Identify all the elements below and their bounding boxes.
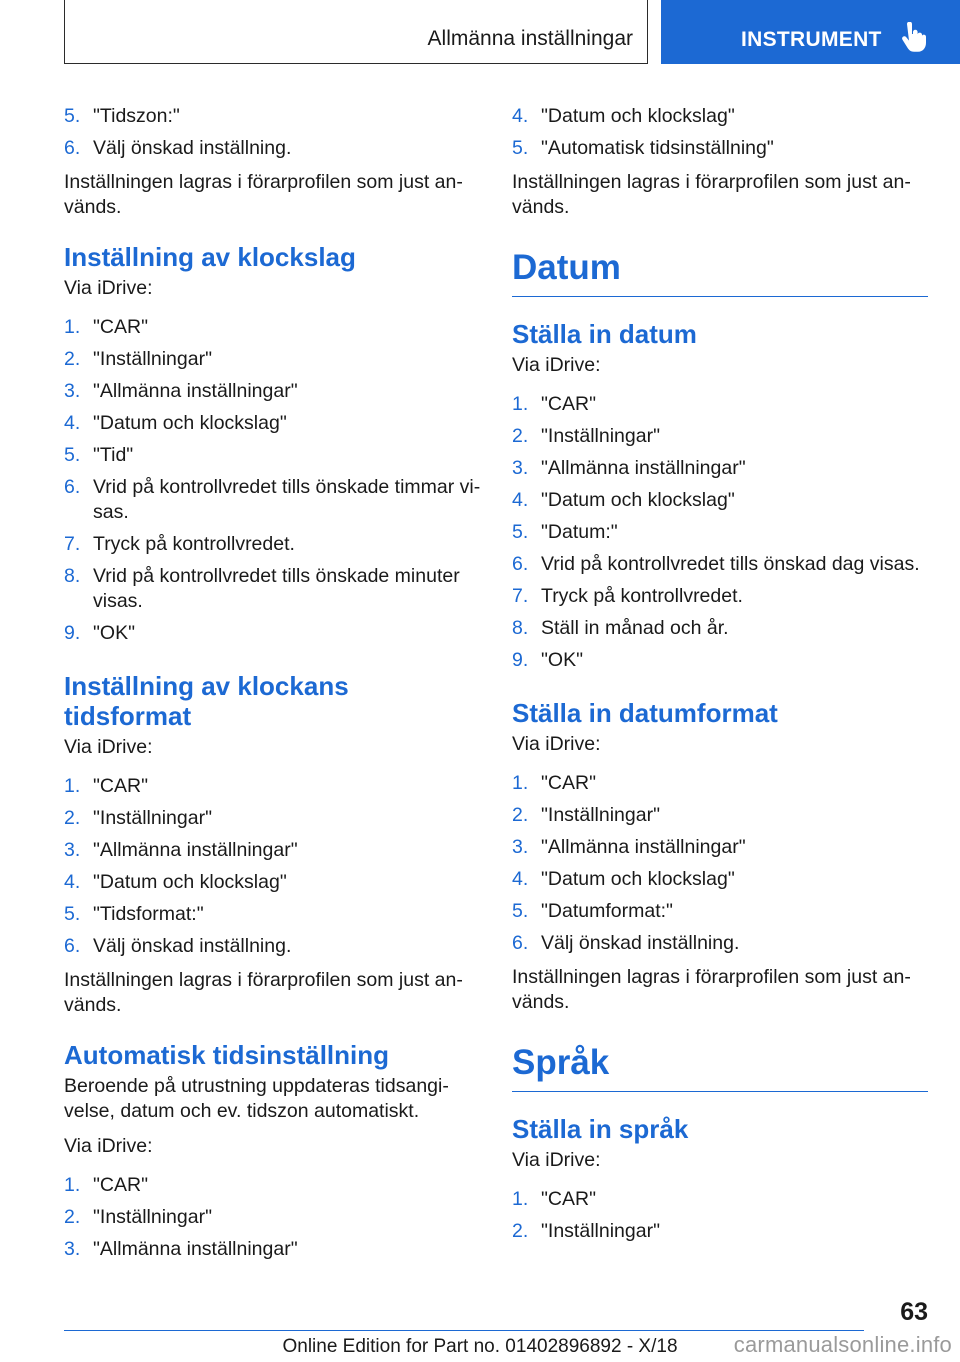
item-text: "Tidsformat:" <box>93 902 204 925</box>
heading-klockslag: Inställning av klockslag <box>64 242 356 272</box>
list-item <box>512 132 928 164</box>
item-text: "CAR" <box>93 1173 149 1196</box>
right-list-c <box>512 767 928 959</box>
list-item <box>64 407 484 439</box>
item-text: "Datum och klockslag" <box>93 411 287 434</box>
list-item <box>64 1169 484 1201</box>
list-item <box>512 100 928 132</box>
heading-datumformat: Ställa in datumformat <box>512 698 778 728</box>
via-idrive: Via iDrive: <box>512 1149 601 1171</box>
item-number: 3. <box>64 1238 81 1260</box>
item-text: "Datumformat:" <box>541 899 673 922</box>
item-text: "Inställningar" <box>93 347 212 370</box>
left-list-c <box>64 770 484 962</box>
list-item <box>64 770 484 802</box>
item-number: 1. <box>64 1174 81 1196</box>
list-item <box>64 834 484 866</box>
item-text: "Inställningar" <box>93 1205 212 1228</box>
chapter-heading-sprak: Språk <box>512 1041 928 1092</box>
paragraph: Inställningen lagras i förarprofilen som just används. <box>512 966 911 1013</box>
item-text: "CAR" <box>541 1187 597 1210</box>
item-text: Vrid på kontrollvredet tills önskad dag visas. <box>541 552 920 575</box>
item-text: Ställ in månad och år. <box>541 616 729 639</box>
item-number: 1. <box>64 316 81 338</box>
item-text: Vrid på kontrollvredet tills önskade timmar visas. <box>93 475 481 523</box>
item-number: 2. <box>64 807 81 829</box>
heading-stalla-datum: Ställa in datum <box>512 319 697 349</box>
item-text: "Allmänna inställningar" <box>93 379 298 402</box>
item-text: "Allmänna inställningar" <box>541 835 746 858</box>
header-chapter-title: INSTRUMENT <box>741 28 882 51</box>
list-item <box>512 895 928 927</box>
item-number: 9. <box>64 622 81 644</box>
item-text: "Automatisk tidsinställning" <box>541 136 774 159</box>
item-text: Välj önskad inställning. <box>93 934 292 957</box>
item-number: 2. <box>512 1220 529 1242</box>
item-number: 9. <box>512 649 529 671</box>
item-text: "CAR" <box>541 771 597 794</box>
item-number: 5. <box>64 105 81 127</box>
list-item <box>512 927 928 959</box>
item-number: 1. <box>512 772 529 794</box>
list-item <box>512 767 928 799</box>
list-item <box>512 1183 928 1215</box>
list-item <box>512 1215 928 1247</box>
list-item <box>512 516 928 548</box>
item-number: 4. <box>512 868 529 890</box>
item-text: "Inställningar" <box>541 803 660 826</box>
list-item <box>512 484 928 516</box>
list-item <box>64 343 484 375</box>
item-number: 6. <box>64 935 81 957</box>
item-number: 4. <box>64 871 81 893</box>
item-number: 8. <box>64 565 81 587</box>
paragraph: Inställningen lagras i förarprofilen som just används. <box>64 969 463 1016</box>
item-text: Tryck på kontrollvredet. <box>541 584 743 607</box>
via-idrive: Via iDrive: <box>64 736 153 758</box>
list-item <box>64 866 484 898</box>
page-number: 63 <box>900 1298 928 1326</box>
item-number: 6. <box>512 932 529 954</box>
list-item <box>64 311 484 343</box>
right-list-b <box>512 388 928 676</box>
item-number: 3. <box>512 457 529 479</box>
item-text: "Allmänna inställningar" <box>541 456 746 479</box>
item-text: "Tidszon:" <box>93 104 180 127</box>
via-idrive: Via iDrive: <box>512 354 601 376</box>
paragraph: Beroende på utrustning uppdateras tidsangivelse, datum och ev. tidszon automatiskt. <box>64 1075 449 1122</box>
list-item <box>512 612 928 644</box>
item-text: "CAR" <box>93 774 149 797</box>
list-item <box>64 132 484 164</box>
item-text: "Datum och klockslag" <box>541 867 735 890</box>
list-item <box>512 799 928 831</box>
via-idrive: Via iDrive: <box>512 733 601 755</box>
item-text: "Datum:" <box>541 520 618 543</box>
item-number: 4. <box>64 412 81 434</box>
item-number: 3. <box>512 836 529 858</box>
item-number: 2. <box>64 348 81 370</box>
item-number: 2. <box>512 804 529 826</box>
item-number: 7. <box>64 533 81 555</box>
item-number: 3. <box>64 380 81 402</box>
item-number: 5. <box>512 900 529 922</box>
item-text: "Inställningar" <box>93 806 212 829</box>
header-chapter-tab[interactable] <box>661 0 960 64</box>
list-item <box>512 644 928 676</box>
heading-stalla-sprak: Ställa in språk <box>512 1114 689 1144</box>
item-number: 6. <box>64 137 81 159</box>
paragraph: Inställningen lagras i förarprofilen som just används. <box>512 171 911 218</box>
item-number: 7. <box>512 585 529 607</box>
item-text: "Datum och klockslag" <box>541 104 735 127</box>
list-item <box>64 439 484 471</box>
list-item <box>512 388 928 420</box>
list-item <box>64 617 484 649</box>
item-number: 4. <box>512 105 529 127</box>
item-number: 5. <box>512 521 529 543</box>
right-list-d <box>512 1183 928 1247</box>
item-text: Tryck på kontrollvredet. <box>93 532 295 555</box>
list-item <box>512 831 928 863</box>
heading-tidsformat: Inställning av klockans tidsformat <box>64 671 349 731</box>
paragraph: Inställningen lagras i förarprofilen som just används. <box>64 171 463 218</box>
chapter-heading-datum: Datum <box>512 246 928 297</box>
item-text: "Allmänna inställningar" <box>93 1237 298 1260</box>
right-list-a <box>512 100 928 164</box>
via-idrive: Via iDrive: <box>64 277 153 299</box>
list-item <box>64 528 484 560</box>
list-item <box>512 863 928 895</box>
item-number: 1. <box>512 393 529 415</box>
footer-divider <box>64 1330 864 1331</box>
item-number: 4. <box>512 489 529 511</box>
item-text: "Datum och klockslag" <box>93 870 287 893</box>
list-item <box>64 802 484 834</box>
list-item <box>64 375 484 407</box>
right-column <box>512 100 928 1247</box>
via-idrive: Via iDrive: <box>64 1135 153 1157</box>
item-number: 3. <box>64 839 81 861</box>
item-number: 8. <box>512 617 529 639</box>
list-item <box>64 898 484 930</box>
item-number: 2. <box>64 1206 81 1228</box>
item-number: 5. <box>64 903 81 925</box>
item-text: "CAR" <box>93 315 149 338</box>
item-text: "Tid" <box>93 443 134 466</box>
footer-edition: Online Edition for Part no. 01402896892 - X/18 <box>282 1336 678 1357</box>
item-text: "CAR" <box>541 392 597 415</box>
item-number: 2. <box>512 425 529 447</box>
list-item <box>512 580 928 612</box>
item-number: 1. <box>512 1188 529 1210</box>
item-text: "Inställningar" <box>541 424 660 447</box>
pointing-hand-icon <box>900 22 926 52</box>
left-list-a <box>64 100 484 164</box>
item-text: "Inställningar" <box>541 1219 660 1242</box>
left-column <box>64 100 484 1265</box>
item-number: 5. <box>64 444 81 466</box>
header-section-title: Allmänna inställningar <box>427 27 633 50</box>
list-item <box>64 560 484 617</box>
item-text: Välj önskad inställning. <box>93 136 292 159</box>
list-item <box>64 930 484 962</box>
header-section-tab <box>64 0 648 64</box>
item-number: 6. <box>512 553 529 575</box>
list-item <box>64 471 484 528</box>
heading-automatisk: Automatisk tidsinställning <box>64 1040 390 1070</box>
item-text: "OK" <box>541 648 584 671</box>
list-item <box>512 452 928 484</box>
item-text: Vrid på kontrollvredet tills önskade minuter visas. <box>93 564 460 612</box>
left-list-d <box>64 1169 484 1265</box>
list-item <box>64 100 484 132</box>
list-item <box>64 1233 484 1265</box>
item-number: 6. <box>64 476 81 498</box>
list-item <box>512 420 928 452</box>
item-text: Välj önskad inställning. <box>541 931 740 954</box>
item-text: "OK" <box>93 621 136 644</box>
item-number: 5. <box>512 137 529 159</box>
item-text: "Datum och klockslag" <box>541 488 735 511</box>
left-list-b <box>64 311 484 649</box>
watermark: carmanualsonline.info <box>733 1332 952 1357</box>
item-text: "Allmänna inställningar" <box>93 838 298 861</box>
list-item <box>64 1201 484 1233</box>
list-item <box>512 548 928 580</box>
item-number: 1. <box>64 775 81 797</box>
